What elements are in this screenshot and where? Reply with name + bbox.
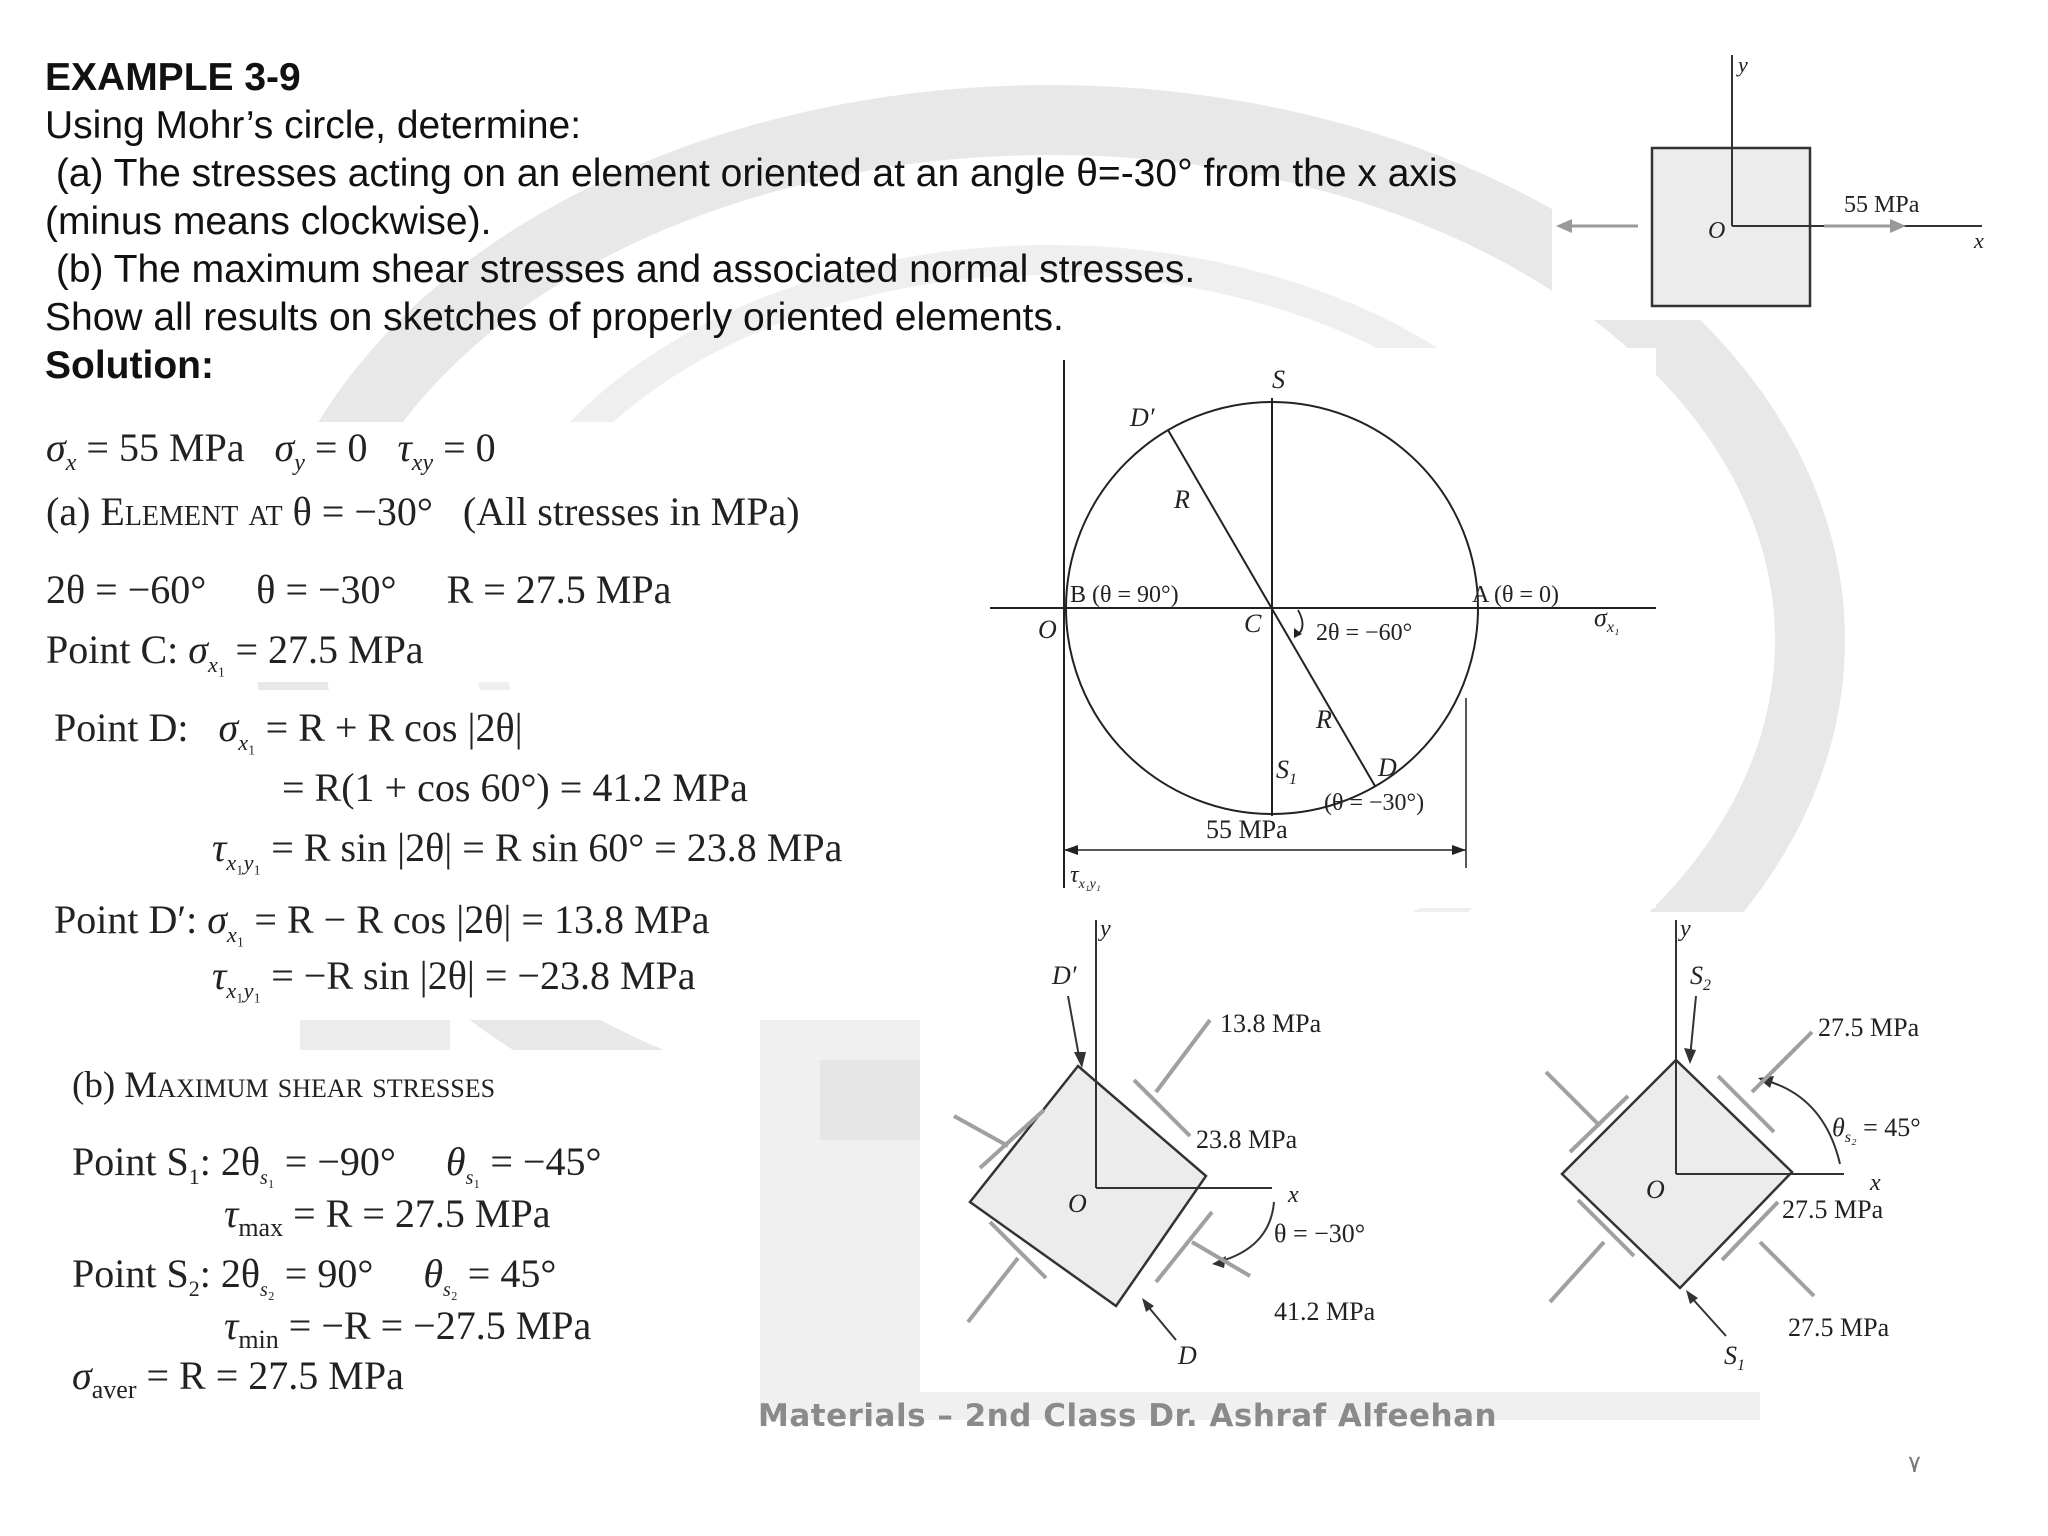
point-s1-value: = −90° [274,1139,396,1184]
radius-upper-label: R [1174,485,1190,514]
rotated-element-b-figure [1530,912,2010,1392]
point-s2-value: = 90° [274,1251,374,1296]
solution-label: Solution: [45,344,214,387]
given-tau-xy: = 0 [443,425,496,470]
theta-label: θ = −30° [1274,1219,1366,1248]
stress-27-5-top-label: 27.5 MPa [1818,1013,1920,1042]
point-d-label: Point D: [54,705,189,750]
stress-27-5-bottom-label: 27.5 MPa [1788,1313,1890,1342]
y-axis-label: y [1100,916,1111,942]
tau-max-line: $\tau_{max} = R = 27.5$ MPa [224,1191,551,1242]
statement-line-1: Using Mohr’s circle, determine: [45,104,582,147]
point-dp-line-1: Point D′: $\sigma_{x_1} = R - R$ cos |2θ| = 13.8 MPa [54,897,710,947]
statement-line-4: (b) The maximum shear stresses and associated normal stresses. [45,248,1196,291]
point-dprime-label: Point D′: [54,897,198,942]
stress-41-2-label: 41.2 MPa [1274,1297,1376,1326]
point-s2-eq: : 2θ [199,1251,260,1296]
problem-statement [45,54,1457,390]
point-s1-line: Point $S_1$: $2\theta_{s_1} = -90^\circ$ $\theta_{s_1} = -45^\circ$ [72,1139,602,1189]
d-prime-label: D′ [1130,403,1155,432]
point-dp-line-2: $\tau_{x_1y_1} = -R$ sin |2θ| = −23.8 MPa [212,953,696,1003]
center-c-label: C [1244,609,1262,638]
point-s1-label: Point S [72,1139,189,1184]
part-b-heading-text: aximum shear stresses [157,1065,496,1106]
s1-label: $S_1$ [1276,755,1297,788]
point-d-theta-label: (θ = −30°) [1324,790,1425,816]
tau-axis-label: $\tau_{x_1y_1}$ [1070,862,1101,892]
point-d-eq-2: = R(1 + cos 60°) = 41.2 MPa [282,765,748,810]
two-theta-label: 2θ = −60° [1316,620,1413,646]
sigma-axis-label: $\sigma_{x_1}$ [1594,603,1620,636]
s2-label: S [1272,365,1285,394]
point-s2-line: Point $S_2$: $2\theta_{s_2} = 90^\circ$ $\theta_{s_2} = 45^\circ$ [72,1251,557,1301]
stress-27-5-mid-label: 27.5 MPa [1782,1195,1884,1224]
statement-line-2: (a) The stresses acting on an element oriented at an angle θ=-30° from the x axis [45,152,1458,195]
point-s1-theta-value: = −45° [480,1139,602,1184]
point-d-line-1: Point D: $\sigma_{x_1} = R + R$ cos |2θ| [54,705,523,755]
point-d-eq-1: = R + R cos |2θ| [265,705,523,750]
y-axis-label: y [1738,52,1748,77]
x-axis-label: x [1974,228,1984,253]
rotated-element-a-figure [920,912,1530,1392]
dimension-label: 55 MPa [1206,815,1288,844]
origin-label: O [1038,615,1057,644]
part-b-heading-prefix: (b) M [72,1065,158,1106]
mohr-circle-figure [990,348,1656,908]
s1-label: $S_1$ [1724,1341,1745,1374]
origin-label: O [1646,1175,1665,1204]
point-d-label: D [1378,753,1397,782]
point-s2-label: Point S [72,1251,189,1296]
point-b-label: B (θ = 90°) [1070,582,1179,608]
theta-s2-label: $\theta_{s_2} = 45^\circ$ [1832,1113,1921,1146]
stress-13-8-label: 13.8 MPa [1220,1009,1322,1038]
load-label: 55 MPa [1844,192,1920,218]
sigma-aver-line: $\sigma_{aver} = R = 27.5$ MPa [72,1353,404,1404]
point-c-value: = 27.5 MPa [235,627,424,672]
point-s1-theta: θ [445,1139,466,1184]
tau-max-value: = R = 27.5 MPa [293,1191,551,1236]
point-c-label: Point C: [46,627,179,672]
point-s1-eq: : 2θ [199,1139,260,1184]
point-a-label: A (θ = 0) [1472,582,1560,608]
sigma-aver-value: = R = 27.5 MPa [146,1353,404,1398]
tau-min-line: $\tau_{min} = -R = -27.5$ MPa [224,1303,592,1354]
origin-label: O [1068,1189,1087,1218]
d-label: D [1178,1341,1197,1370]
theta-value: θ = −30° [256,567,397,612]
part-a-heading-note: (All stresses in MPa) [462,489,800,534]
point-d-line-3: $\tau_{x_1y_1} = R$ sin |2θ| = R sin 60° = 23.8 MPa [212,825,843,875]
x-axis-label: x [1870,1170,1881,1196]
part-b-heading [72,1064,495,1107]
part-a-angles [46,566,671,613]
two-theta-value: 2θ = −60° [46,567,207,612]
s2-label: $S_2$ [1690,961,1711,994]
origin-label: O [1708,218,1726,244]
radius-lower-label: R [1316,705,1332,734]
x-axis-label: x [1288,1182,1299,1208]
point-dprime-eq-1: = R − R cos |2θ| = 13.8 MPa [254,897,710,942]
part-a-heading-prefix: (a) E [46,489,125,534]
radius-value: R = 27.5 MPa [446,567,672,612]
point-s2-theta: θ [423,1251,443,1296]
point-s2-theta-value: = 45° [457,1251,557,1296]
part-a-heading-text: lement at [124,489,283,534]
point-d-eq-3: = R sin |2θ| = R sin 60° = 23.8 MPa [271,825,843,870]
y-axis-label: y [1680,916,1691,942]
stress-23-8-label: 23.8 MPa [1196,1125,1298,1154]
statement-line-5: Show all results on sketches of properly oriented elements. [45,296,1064,339]
point-d-line-2 [282,764,748,811]
given-stresses: $\sigma_x = 55$ MPa $\sigma_y = 0$ $\tau_{xy} = 0$ [46,425,496,476]
given-sigma-x: = 55 MPa [86,425,245,470]
footer-text: Materials – 2nd Class Dr. Ashraf Alfeehan [758,1398,1498,1434]
statement-line-3: (minus means clockwise). [45,200,492,243]
point-c-line: Point C: $\sigma_{x_1} = 27.5$ MPa [46,627,424,677]
part-a-heading-theta: θ = −30° [282,489,433,534]
part-a-heading [46,488,800,535]
example-title: EXAMPLE 3-9 [45,56,301,99]
tau-min-value: = −R = −27.5 MPa [288,1303,592,1348]
page-number: ٧ [1908,1450,1921,1478]
point-dprime-eq-2: = −R sin |2θ| = −23.8 MPa [271,953,696,998]
given-sigma-y: = 0 [314,425,368,470]
original-element-figure [1552,50,2012,320]
d-prime-label: D′ [1052,961,1077,990]
